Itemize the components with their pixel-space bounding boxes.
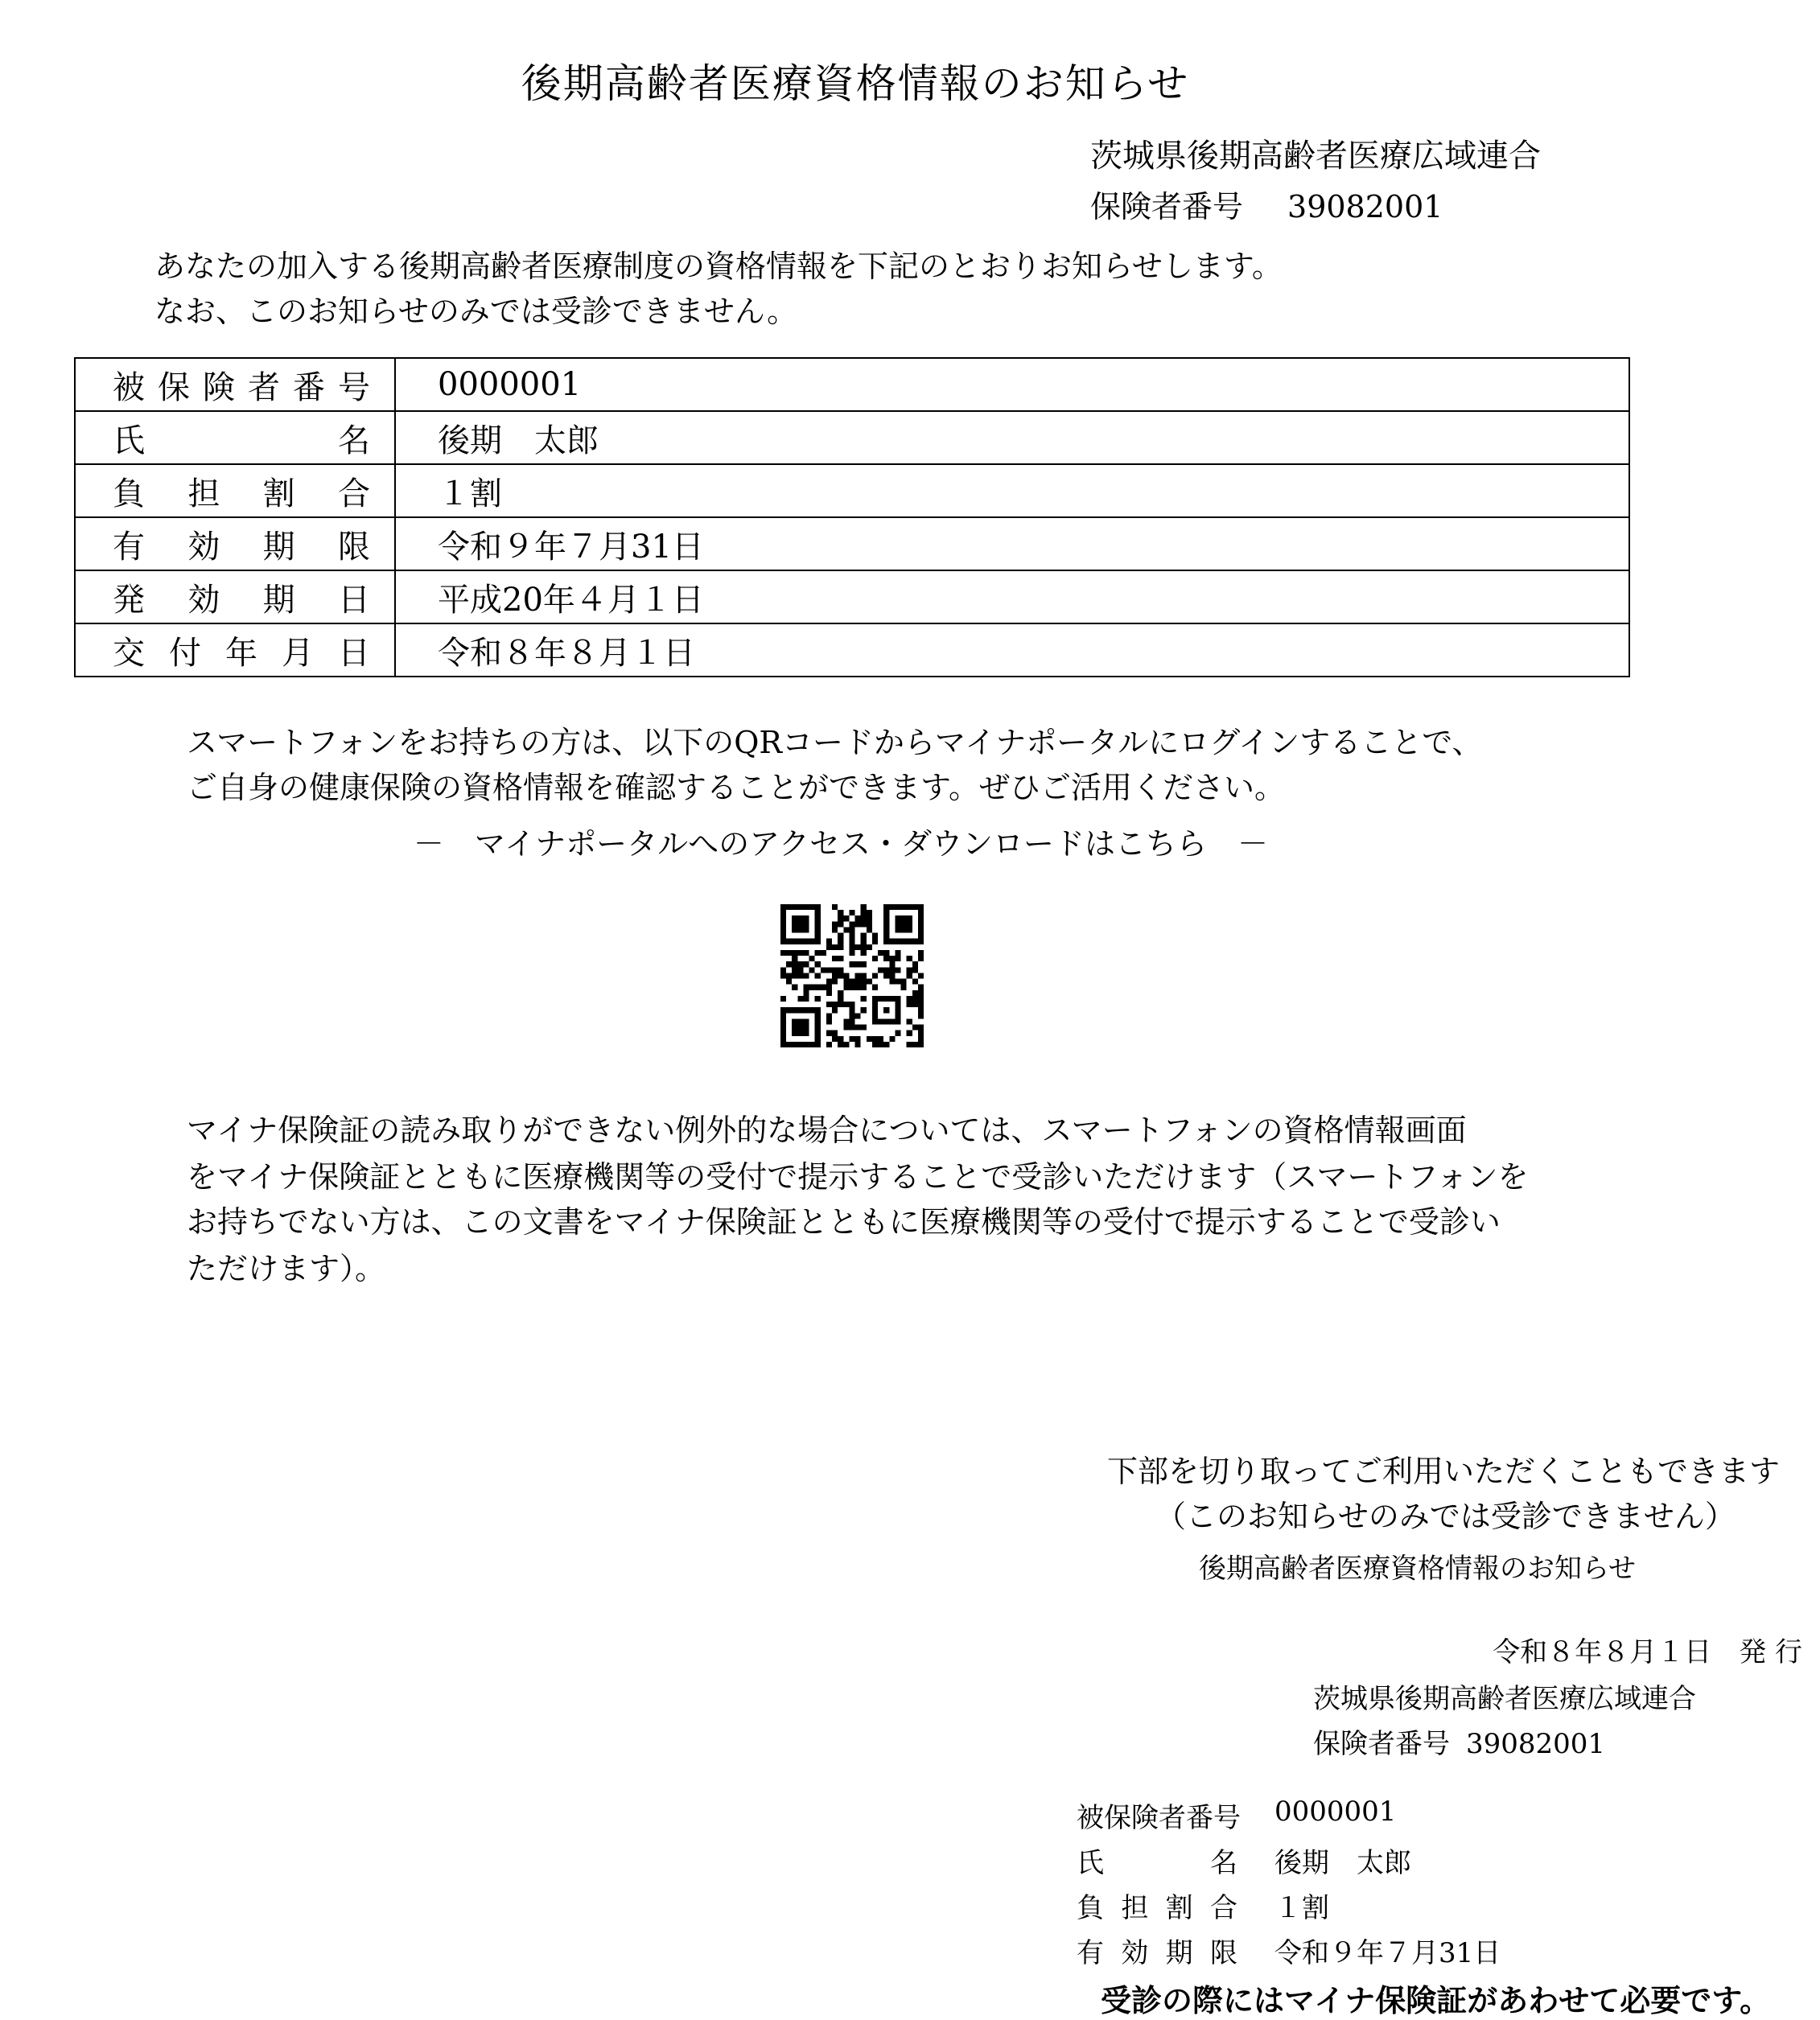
cut-off-note: 下部を切り取ってご利用いただくこともできます xyxy=(1107,1454,1781,1489)
mynaportal-access-caption: － マイナポータルへのアクセス・ダウンロードはこちら － xyxy=(413,826,1268,862)
table-label: 被保険者番号 xyxy=(113,368,370,406)
table-row xyxy=(75,464,1629,517)
table-value: 平成20年４月１日 xyxy=(395,570,1629,623)
intro-line: なお、このお知らせのみでは受診できません。 xyxy=(154,294,798,329)
exception-paragraph-line: お持ちでない方は、この文書をマイナ保険証とともに医療機関等の受付で提示することで受診い xyxy=(187,1204,1501,1240)
exception-paragraph-line: マイナ保険証の読み取りができない例外的な場合については、スマートフォンの資格情報画面 xyxy=(187,1113,1467,1148)
insurer-number-line xyxy=(1090,182,1443,226)
slip-row-label: 負担割合 xyxy=(1077,1892,1237,1924)
slip-issuer: 茨城県後期高齢者医療広域連合 xyxy=(1313,1683,1696,1715)
issuer-name: 茨城県後期高齢者医療広域連合 xyxy=(1090,138,1541,175)
slip-row-label: 有効期限 xyxy=(1077,1937,1237,1969)
slip-row xyxy=(1077,1796,1396,1835)
slip-row-label: 氏名 xyxy=(1077,1847,1237,1879)
table-row xyxy=(75,570,1629,623)
slip-row xyxy=(1077,1841,1411,1880)
slip-notice: 受診の際にはマイナ保険証があわせて必要です。 xyxy=(1101,1982,1771,2018)
table-value: 令和８年８月１日 xyxy=(395,623,1629,677)
slip-issue-line xyxy=(1493,1630,1802,1669)
slip-row xyxy=(1077,1931,1501,1970)
insurer-number-label: 保険者番号 xyxy=(1090,189,1244,224)
exception-paragraph-line: ただけます）。 xyxy=(187,1251,386,1286)
document-title: 後期高齢者医療資格情報のお知らせ xyxy=(521,60,1190,107)
slip-issue-date: 令和８年８月１日 xyxy=(1493,1636,1712,1668)
slip-issue-word: 発 行 xyxy=(1739,1636,1802,1668)
table-value: 令和９年７月31日 xyxy=(395,517,1629,570)
table-row xyxy=(75,517,1629,570)
table-value: 後期 太郎 xyxy=(395,411,1629,464)
slip-insurer-number: 39082001 xyxy=(1466,1728,1606,1760)
table-row xyxy=(75,358,1629,411)
slip-insurer-label: 保険者番号 xyxy=(1313,1728,1450,1760)
table-row xyxy=(75,623,1629,677)
table-row xyxy=(75,411,1629,464)
table-value: １割 xyxy=(395,464,1629,517)
slip-row-value: 0000001 xyxy=(1274,1796,1397,1828)
slip-row-value: １割 xyxy=(1274,1892,1329,1924)
table-label: 氏名 xyxy=(113,422,370,459)
insurer-number-value: 39082001 xyxy=(1287,189,1443,224)
slip-row xyxy=(1077,1886,1329,1925)
table-value: 0000001 xyxy=(395,358,1629,411)
cut-off-note: （このお知らせのみでは受診できません） xyxy=(1155,1499,1736,1534)
qr-code[interactable] xyxy=(780,904,924,1047)
exception-paragraph-line: をマイナ保険証とともに医療機関等の受付で提示することで受診いただけます（スマートフォンを xyxy=(187,1159,1529,1195)
slip-row-label: 被保険者番号 xyxy=(1077,1802,1241,1834)
slip-title: 後期高齢者医療資格情報のお知らせ xyxy=(1199,1553,1636,1585)
smartphone-guidance-line: スマートフォンをお持ちの方は、以下のQRコードからマイナポータルにログインすることで、 xyxy=(187,725,1483,760)
table-label: 交付年月日 xyxy=(113,634,370,672)
table-label: 負担割合 xyxy=(113,475,370,512)
table-label: 発効期日 xyxy=(113,581,370,619)
intro-line: あなたの加入する後期高齢者医療制度の資格情報を下記のとおりお知らせします。 xyxy=(154,249,1283,284)
table-label: 有効期限 xyxy=(113,528,370,566)
slip-row-value: 令和９年７月31日 xyxy=(1274,1937,1501,1969)
slip-insurer-line xyxy=(1313,1722,1605,1761)
smartphone-guidance-line: ご自身の健康保険の資格情報を確認することができます。ぜひご活用ください。 xyxy=(187,770,1285,805)
slip-row-value: 後期 太郎 xyxy=(1274,1847,1411,1879)
qualification-info-table xyxy=(74,357,1630,677)
